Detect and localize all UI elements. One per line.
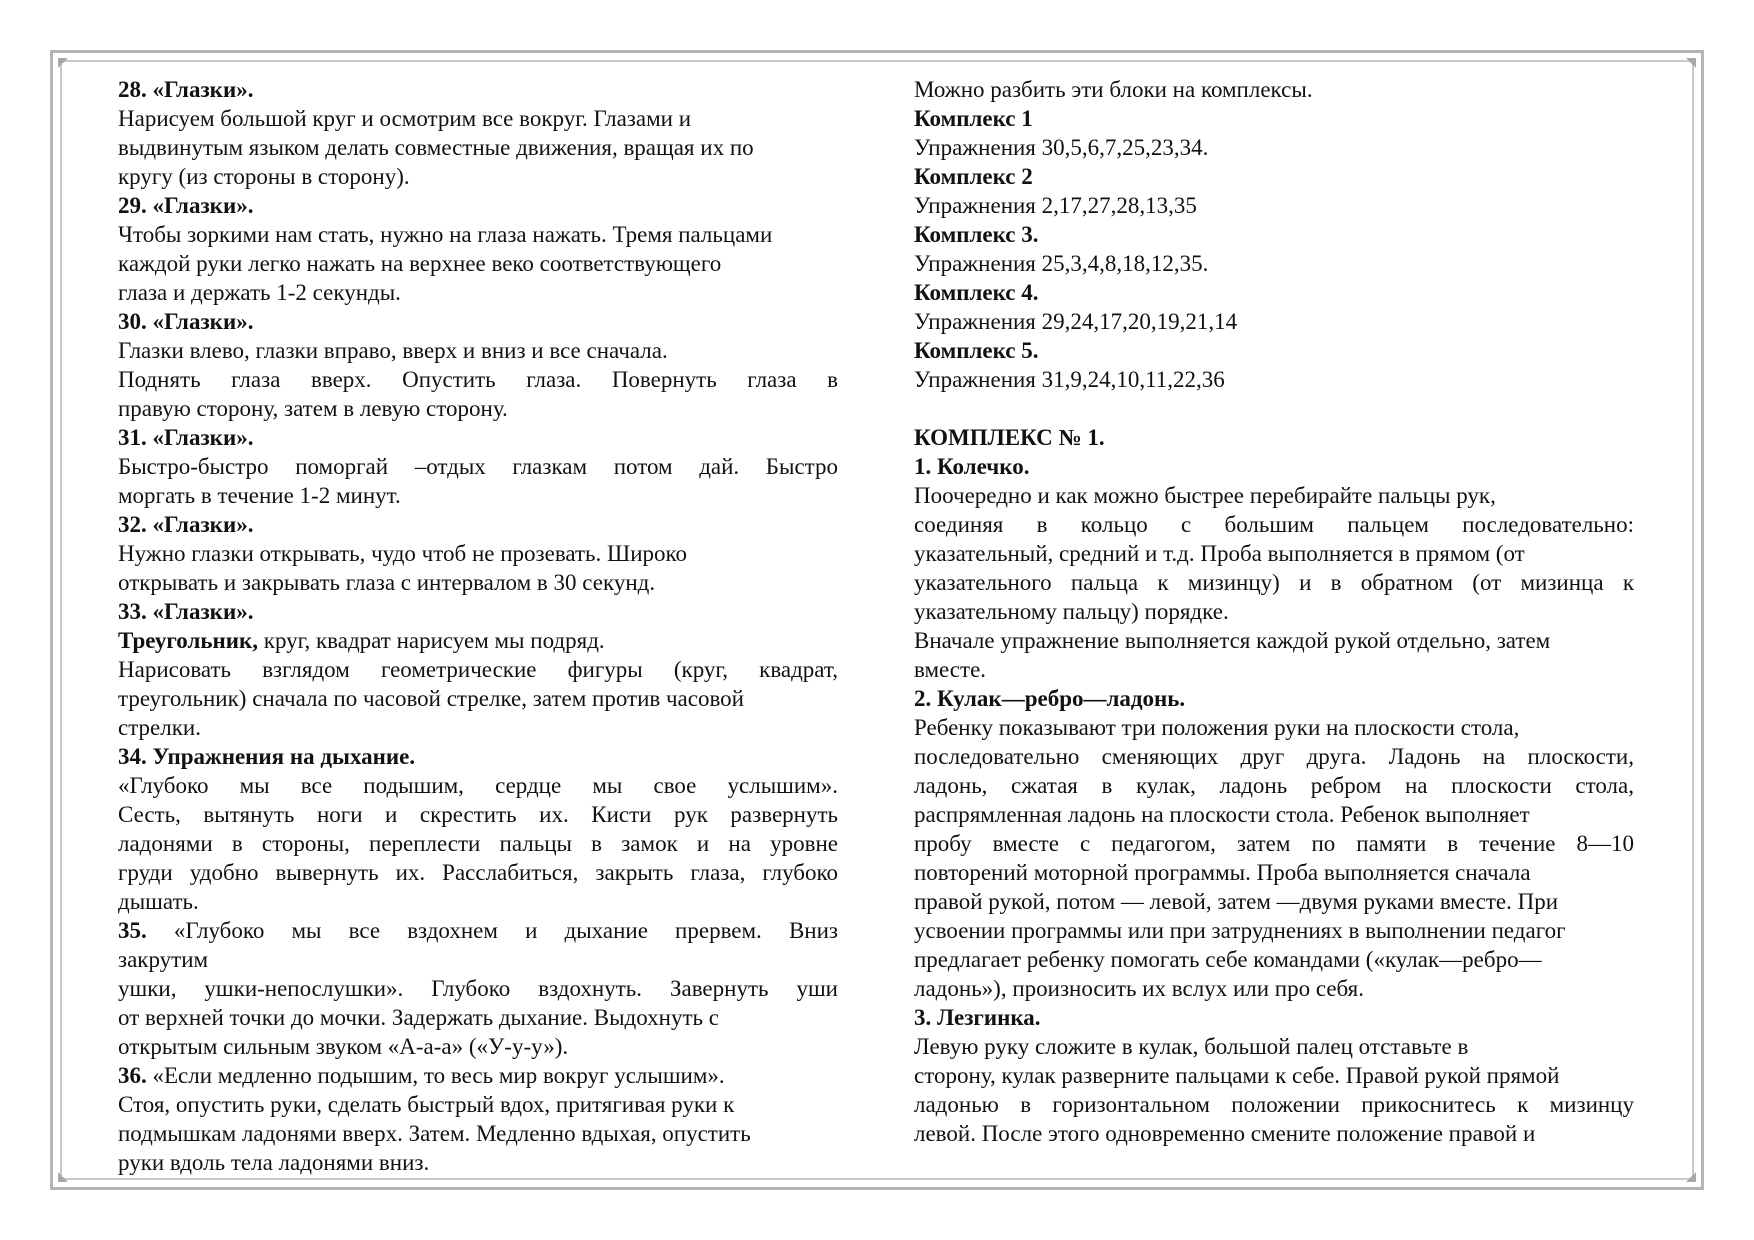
text: от верхней точки до мочки. Задержать дыхание. Выдохнуть с bbox=[118, 1005, 719, 1030]
left-line bbox=[118, 510, 838, 539]
right-line bbox=[914, 162, 1634, 191]
text: предлагает ребенку помогать себе командами («кулак—ребро— bbox=[914, 947, 1542, 972]
right-line bbox=[914, 1119, 1634, 1148]
bold-text: 34. Упражнения на дыхание. bbox=[118, 744, 416, 769]
text: ладонь»), произносить их вслух или про себя. bbox=[914, 976, 1365, 1001]
left-line bbox=[118, 423, 838, 452]
left-line bbox=[118, 945, 838, 974]
left-line bbox=[118, 655, 838, 684]
bold-text: Комплекс 2 bbox=[914, 164, 1033, 189]
right-line bbox=[914, 771, 1634, 800]
bold-text: 28. «Глазки». bbox=[118, 77, 254, 102]
left-line bbox=[118, 162, 838, 191]
text: последовательно сменяющих друг друга. Ладонь на плоскости, bbox=[914, 744, 1634, 769]
bold-text: Комплекс 3. bbox=[914, 222, 1039, 247]
text: ушки, ушки-непослушки». Глубоко вздохнуть. Завернуть уши bbox=[118, 976, 838, 1001]
right-line bbox=[914, 220, 1634, 249]
right-line bbox=[914, 249, 1634, 278]
left-line bbox=[118, 1032, 838, 1061]
right-line bbox=[914, 887, 1634, 916]
bold-text: 29. «Глазки». bbox=[118, 193, 254, 218]
bold-text: Комплекс 5. bbox=[914, 338, 1039, 363]
left-line bbox=[118, 191, 838, 220]
text: треугольник) сначала по часовой стрелке, затем против часовой bbox=[118, 686, 744, 711]
left-line bbox=[118, 974, 838, 1003]
right-line bbox=[914, 307, 1634, 336]
text: Упражнения 2,17,27,28,13,35 bbox=[914, 193, 1197, 218]
text: пробу вместе с педагогом, затем по памяти в течение 8—10 bbox=[914, 831, 1634, 856]
bold-text: Треугольник, bbox=[118, 628, 259, 653]
left-line bbox=[118, 249, 838, 278]
bold-text: 30. «Глазки». bbox=[118, 309, 254, 334]
text: Упражнения 31,9,24,10,11,22,36 bbox=[914, 367, 1225, 392]
text: указательного пальца к мизинцу) и в обратном (от мизинца к bbox=[914, 570, 1634, 595]
right-line bbox=[914, 104, 1634, 133]
bold-text: 2. Кулак—ребро—ладонь. bbox=[914, 686, 1186, 711]
text: руки вдоль тела ладонями вниз. bbox=[118, 1150, 430, 1175]
text: Чтобы зоркими нам стать, нужно на глаза нажать. Тремя пальцами bbox=[118, 222, 773, 247]
bold-text: 32. «Глазки». bbox=[118, 512, 254, 537]
right-line bbox=[914, 800, 1634, 829]
left-line bbox=[118, 307, 838, 336]
left-line bbox=[118, 104, 838, 133]
text: Упражнения 30,5,6,7,25,23,34. bbox=[914, 135, 1209, 160]
text: открывать и закрывать глаза с интервалом в 30 секунд. bbox=[118, 570, 656, 595]
text: Нарисовать взглядом геометрические фигуры (круг, квадрат, bbox=[118, 657, 838, 682]
text: «Глубоко мы все вздохнем и дыхание прервем. Вниз bbox=[146, 918, 838, 943]
bold-text: КОМПЛЕКС № 1. bbox=[914, 425, 1105, 450]
text: Нарисуем большой круг и осмотрим все вокруг. Глазами и bbox=[118, 106, 692, 131]
text: стрелки. bbox=[118, 715, 201, 740]
right-line bbox=[914, 191, 1634, 220]
left-line bbox=[118, 278, 838, 307]
left-line bbox=[118, 336, 838, 365]
bold-text: Комплекс 4. bbox=[914, 280, 1039, 305]
left-line bbox=[118, 75, 838, 104]
left-line bbox=[118, 133, 838, 162]
right-line bbox=[914, 655, 1634, 684]
corner-ornament-bottom-left bbox=[58, 1172, 68, 1182]
right-line bbox=[914, 278, 1634, 307]
text: круг, квадрат нарисуем мы подряд. bbox=[258, 628, 605, 653]
bold-text: 35. bbox=[118, 918, 147, 943]
right-line bbox=[914, 1032, 1634, 1061]
right-line bbox=[914, 974, 1634, 1003]
left-line bbox=[118, 394, 838, 423]
text: выдвинутым языком делать совместные движения, вращая их по bbox=[118, 135, 754, 160]
right-text-column bbox=[914, 75, 1634, 1148]
text: Ребенку показывают три положения руки на плоскости стола, bbox=[914, 715, 1520, 740]
left-line bbox=[118, 1148, 838, 1177]
text: Упражнения 29,24,17,20,19,21,14 bbox=[914, 309, 1238, 334]
text: указательный, средний и т.д. Проба выполняется в прямом (от bbox=[914, 541, 1525, 566]
text: правой рукой, потом — левой, затем —двумя руками вместе. При bbox=[914, 889, 1559, 914]
left-line bbox=[118, 684, 838, 713]
text: ладонь, сжатая в кулак, ладонь ребром на плоскости стола, bbox=[914, 773, 1634, 798]
text: ладонями в стороны, переплести пальцы в замок и на уровне bbox=[118, 831, 838, 856]
left-line bbox=[118, 829, 838, 858]
text: Вначале упражнение выполняется каждой рукой отдельно, затем bbox=[914, 628, 1551, 653]
text: «Глубоко мы все подышим, сердце мы свое услышим». bbox=[118, 773, 838, 798]
text: каждой руки легко нажать на верхнее веко соответствующего bbox=[118, 251, 722, 276]
right-line bbox=[914, 626, 1634, 655]
left-line bbox=[118, 858, 838, 887]
text: ладонью в горизонтальном положении прикоснитесь к мизинцу bbox=[914, 1092, 1634, 1117]
left-text-column bbox=[118, 75, 838, 1177]
right-line bbox=[914, 713, 1634, 742]
left-line bbox=[118, 626, 838, 655]
text: соединяя в кольцо с большим пальцем последовательно: bbox=[914, 512, 1634, 537]
left-line bbox=[118, 800, 838, 829]
right-line bbox=[914, 452, 1634, 481]
right-line bbox=[914, 539, 1634, 568]
text: указательному пальцу) порядке. bbox=[914, 599, 1229, 624]
text: Поочередно и как можно быстрее перебирайте пальцы рук, bbox=[914, 483, 1496, 508]
left-line bbox=[118, 1119, 838, 1148]
bold-text: 3. Лезгинка. bbox=[914, 1005, 1041, 1030]
left-line bbox=[118, 1061, 838, 1090]
right-line bbox=[914, 742, 1634, 771]
bold-text: 31. «Глазки». bbox=[118, 425, 254, 450]
right-line bbox=[914, 336, 1634, 365]
bold-text: Комплекс 1 bbox=[914, 106, 1033, 131]
right-line bbox=[914, 1061, 1634, 1090]
left-line bbox=[118, 742, 838, 771]
right-line bbox=[914, 858, 1634, 887]
text: открытым сильным звуком «А-а-а» («У-у-у»). bbox=[118, 1034, 569, 1059]
right-line bbox=[914, 916, 1634, 945]
bold-text: 36. bbox=[118, 1063, 147, 1088]
corner-ornament-top-right bbox=[1686, 58, 1696, 68]
bold-text: 33. «Глазки». bbox=[118, 599, 254, 624]
right-line bbox=[914, 1003, 1634, 1032]
text: Поднять глаза вверх. Опустить глаза. Повернуть глаза в bbox=[118, 367, 838, 392]
right-line bbox=[914, 829, 1634, 858]
left-line bbox=[118, 452, 838, 481]
text: Нужно глазки открывать, чудо чтоб не прозевать. Широко bbox=[118, 541, 688, 566]
text: подмышкам ладонями вверх. Затем. Медленно вдыхая, опустить bbox=[118, 1121, 751, 1146]
left-line bbox=[118, 887, 838, 916]
right-line bbox=[914, 481, 1634, 510]
text: Упражнения 25,3,4,8,18,12,35. bbox=[914, 251, 1209, 276]
left-line bbox=[118, 220, 838, 249]
corner-ornament-bottom-right bbox=[1686, 1172, 1696, 1182]
right-line bbox=[914, 568, 1634, 597]
text: распрямленная ладонь на плоскости стола. Ребенок выполняет bbox=[914, 802, 1530, 827]
left-line bbox=[118, 568, 838, 597]
text: «Если медленно подышим, то весь мир вокруг услышим». bbox=[146, 1063, 725, 1088]
text: усвоении программы или при затруднениях в выполнении педагог bbox=[914, 918, 1566, 943]
left-line bbox=[118, 916, 838, 945]
right-line bbox=[914, 75, 1634, 104]
right-line bbox=[914, 684, 1634, 713]
right-line bbox=[914, 945, 1634, 974]
text: груди удобно вывернуть их. Расслабиться, закрыть глаза, глубоко bbox=[118, 860, 838, 885]
text: моргать в течение 1-2 минут. bbox=[118, 483, 401, 508]
left-line bbox=[118, 539, 838, 568]
right-line bbox=[914, 510, 1634, 539]
right-line bbox=[914, 423, 1634, 452]
text: закрутим bbox=[118, 947, 209, 972]
text: Сесть, вытянуть ноги и скрестить их. Кисти рук развернуть bbox=[118, 802, 838, 827]
text: Быстро-быстро поморгай –отдых глазкам потом дай. Быстро bbox=[118, 454, 838, 479]
text: Стоя, опустить руки, сделать быстрый вдох, притягивая руки к bbox=[118, 1092, 735, 1117]
text: кругу (из стороны в сторону). bbox=[118, 164, 410, 189]
corner-ornament-top-left bbox=[58, 58, 68, 68]
text: Левую руку сложите в кулак, большой палец отставьте в bbox=[914, 1034, 1469, 1059]
left-line bbox=[118, 713, 838, 742]
text: Глазки влево, глазки вправо, вверх и вниз и все сначала. bbox=[118, 338, 668, 363]
bold-text: 1. Колечко. bbox=[914, 454, 1030, 479]
text: сторону, кулак разверните пальцами к себе. Правой рукой прямой bbox=[914, 1063, 1560, 1088]
right-line bbox=[914, 365, 1634, 394]
text: левой. После этого одновременно смените положение правой и bbox=[914, 1121, 1536, 1146]
left-line bbox=[118, 481, 838, 510]
text: Можно разбить эти блоки на комплексы. bbox=[914, 77, 1313, 102]
right-line bbox=[914, 1090, 1634, 1119]
left-line bbox=[118, 1090, 838, 1119]
text: правую сторону, затем в левую сторону. bbox=[118, 396, 508, 421]
text: дышать. bbox=[118, 889, 199, 914]
right-spacer bbox=[914, 394, 1634, 423]
right-line bbox=[914, 597, 1634, 626]
right-line bbox=[914, 133, 1634, 162]
text: вместе. bbox=[914, 657, 987, 682]
text: повторений моторной программы. Проба выполняется сначала bbox=[914, 860, 1531, 885]
left-line bbox=[118, 771, 838, 800]
left-line bbox=[118, 597, 838, 626]
left-line bbox=[118, 1003, 838, 1032]
left-line bbox=[118, 365, 838, 394]
text: глаза и держать 1-2 секунды. bbox=[118, 280, 401, 305]
